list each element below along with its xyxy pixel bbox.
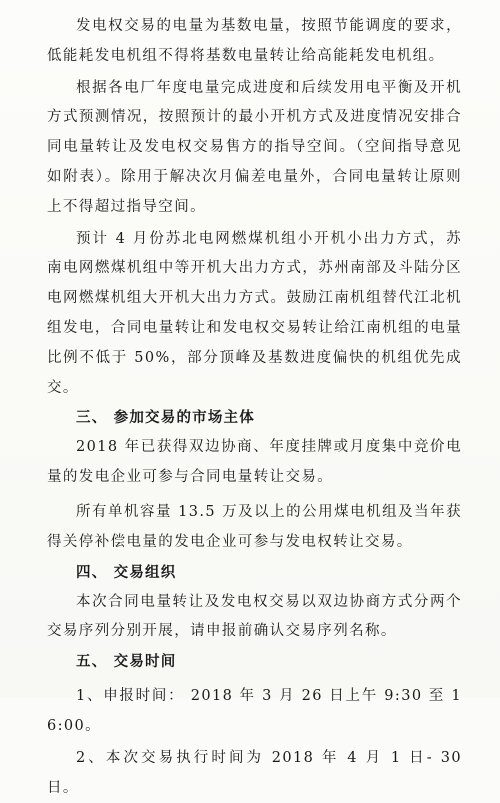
paragraph-base-energy: 发电权交易的电量为基数电量，按照节能调度的要求，低能耗发电机组不得将基数电量转让给高能耗发电机组。 — [47, 18, 462, 64]
section-3-paragraph-2: 所有单机容量 13.5 万及以上的公用煤电机组及当年获得关停补偿电量的发电企业可参与发电权转让交易。 — [47, 503, 462, 550]
section-3-paragraph-1: 2018 年已获得双边协商、年度挂牌或月度集中竞价电量的发电企业可参与合同电量转让交易。 — [47, 439, 462, 486]
paragraph-guidance-space: 根据各电厂年度电量完成进度和后续发用电平衡及开机方式预测情况，按照预计的最小开机方式及进度情况安排合同电量转让及发电权交易售方的指导空间。（空间指导意见如附表）。除用于解决次月偏差电量外，合同电量转让原则上不得超过指导空间。 — [47, 79, 462, 215]
paragraph-april-forecast: 预计 4 月份苏北电网燃煤机组小开机小出力方式，苏南电网燃煤机组中等开机大出力方式，苏州南部及斗陆分区电网燃煤机组大开机大出力方式。鼓励江南机组替代江北机组发电，合同电量转让和发电权交易转让给江南机组的电量比例不低于 50%，部分顶峰及基数进度偏快的机组优先成交。 — [47, 230, 462, 396]
section-5-item-2: 2、本次交易执行时间为 2018 年 4 月 1 日- 30 日。 — [47, 749, 462, 796]
section-3-heading: 三、 参加交易的市场主体 — [76, 410, 255, 427]
section-4-heading: 四、 交易组织 — [76, 564, 177, 581]
section-5-heading: 五、 交易时间 — [76, 654, 177, 671]
section-5-item-1: 1、申报时间： 2018 年 3 月 26 日上午 9:30 至 16:00。 — [47, 688, 462, 734]
section-4-paragraph-1: 本次合同电量转让及发电权交易以双边协商方式分两个交易序列分别开展，请申报前确认交易序列名称。 — [47, 593, 462, 640]
